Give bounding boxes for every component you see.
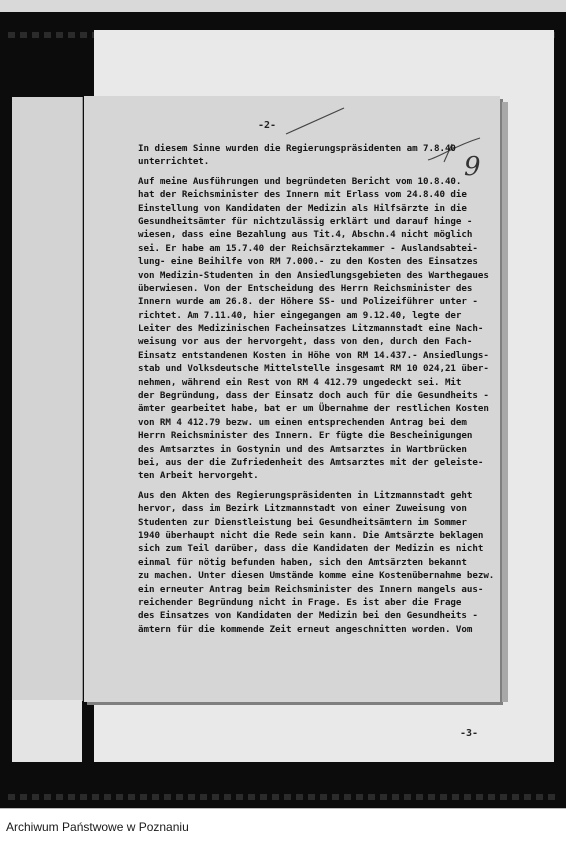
- page-edge: [502, 102, 508, 702]
- pen-stroke-mark: [284, 104, 404, 138]
- text-line: Einsatz entstandenen Kosten in Höhe von RM 14.437.- Ansiedlungs-: [138, 349, 489, 361]
- text-line: wiesen, dass eine Bezahlung aus Tit.4, Abschn.4 nicht möglich: [138, 229, 473, 241]
- text-line: Auf meine Ausführungen und begründeten Bericht vom 10.8.40.: [138, 175, 462, 187]
- text-line: überwiesen. Von der Entscheidung des Herrn Reichsminister des: [138, 282, 473, 294]
- text-line: stab und Volksdeutsche Mittelstelle insgesamt RM 10 024,21 über-: [138, 363, 489, 375]
- text-line: lung- eine Beihilfe von RM 7.000.- zu den Kosten des Einsatzes: [138, 256, 478, 268]
- left-lower-strip: [12, 700, 82, 762]
- text-line: hervor, dass im Bezirk Litzmannstadt von einer Zuweisung von: [138, 503, 467, 515]
- document-page: [84, 96, 500, 739]
- text-line: Leiter des Medizinischen Facheinsatzes Litzmannstadt eine Nach-: [138, 323, 484, 335]
- text-line: ämtern für die kommende Zeit erneut angeschnitten worden. Vom: [138, 623, 473, 635]
- text-line: 1940 überhaupt nicht die Rede sein kann. Die Amtsärzte beklagen: [138, 529, 484, 541]
- text-line: sich zum Teil darüber, dass die Kandidaten der Medizin es nicht: [138, 543, 484, 555]
- text-line: reichender Begründung nicht in Frage. Es ist aber die Frage: [138, 596, 462, 608]
- text-line: bei, aus der die Zufriedenheit des Amtsarztes mit der geleiste-: [138, 456, 484, 468]
- text-line: des Amtsarztes in Gostynin und des Amtsarztes in Wartbrücken: [138, 443, 467, 455]
- text-line: hat der Reichsminister des Innern mit Erlass vom 24.8.40 die: [138, 189, 467, 201]
- paragraph: [138, 175, 493, 483]
- page-number: -2-: [258, 120, 277, 131]
- text-line: ein erneuter Antrag beim Reichsminister des Innern mangels aus-: [138, 583, 484, 595]
- text-line: von RM 4 412.79 bezw. um einen entsprechenden Antrag bei dem: [138, 416, 467, 428]
- text-line: der Begründung, dass der Einsatz doch auch für die Gesundheits -: [138, 390, 489, 402]
- text-line: von Medizin-Studenten in den Ansiedlungsgebieten des Warthegaues: [138, 269, 489, 281]
- paragraph: [138, 489, 493, 636]
- text-line: einmal für nötig befunden haben, sich den Amtsärzten bekannt: [138, 556, 467, 568]
- top-strip: [0, 0, 566, 12]
- archive-label: Archiwum Państwowe w Poznaniu: [6, 820, 189, 834]
- text-line: nehmen, während ein Rest von RM 4 412.79 ungedeckt sei. Mit: [138, 376, 462, 388]
- text-line: In diesem Sinne wurden die Regierungspräsidenten am 7.8.40: [138, 143, 456, 154]
- text-line: weisung vor aus der hervorgeht, dass von den, durch den Fach-: [138, 336, 473, 348]
- text-line: ten Arbeit hervorgeht.: [138, 470, 259, 482]
- archive-footer: [0, 808, 566, 841]
- text-line: richtet. Am 7.11.40, hier eingegangen am 9.12.40, legte der: [138, 309, 462, 321]
- text-line: Studenten zur Dienstleistung bei Gesundheitsämtern im Sommer: [138, 516, 467, 528]
- paragraph: [138, 142, 493, 169]
- text-line: zu machen. Unter diesen Umstände komme eine Kostenübernahme bezw.: [138, 570, 495, 582]
- typewritten-text: [138, 142, 493, 636]
- film-edge-bottom: [8, 794, 556, 800]
- text-line: ämter gearbeitet habe, bat er um Übernahme der restlichen Kosten: [138, 403, 489, 415]
- text-line: Aus den Akten des Regierungspräsidenten in Litzmannstadt geht: [138, 489, 473, 501]
- text-line: Gesundheitsämter für nichtzulässig erklärt und darauf hinge -: [138, 215, 473, 227]
- next-page-marker: -3-: [460, 728, 479, 739]
- text-line: des Einsatzes von Kandidaten der Medizin bei den Gesundheits -: [138, 610, 478, 622]
- text-line: unterrichtet.: [138, 156, 210, 168]
- left-page-strip: [12, 97, 83, 701]
- text-line: Herrn Reichsminister des Innern. Er fügte die Bescheinigungen: [138, 430, 473, 442]
- handwritten-folio-number: 9: [464, 152, 481, 182]
- text-line: Einstellung von Kandidaten der Medizin als Hilfsärzte in die: [138, 202, 467, 214]
- text-line: sei. Er habe am 15.7.40 der Reichsärztekammer - Auslandsabtei-: [138, 242, 478, 254]
- text-line: Innern wurde am 26.8. der Höhere SS- und Polizeiführer unter -: [138, 296, 478, 308]
